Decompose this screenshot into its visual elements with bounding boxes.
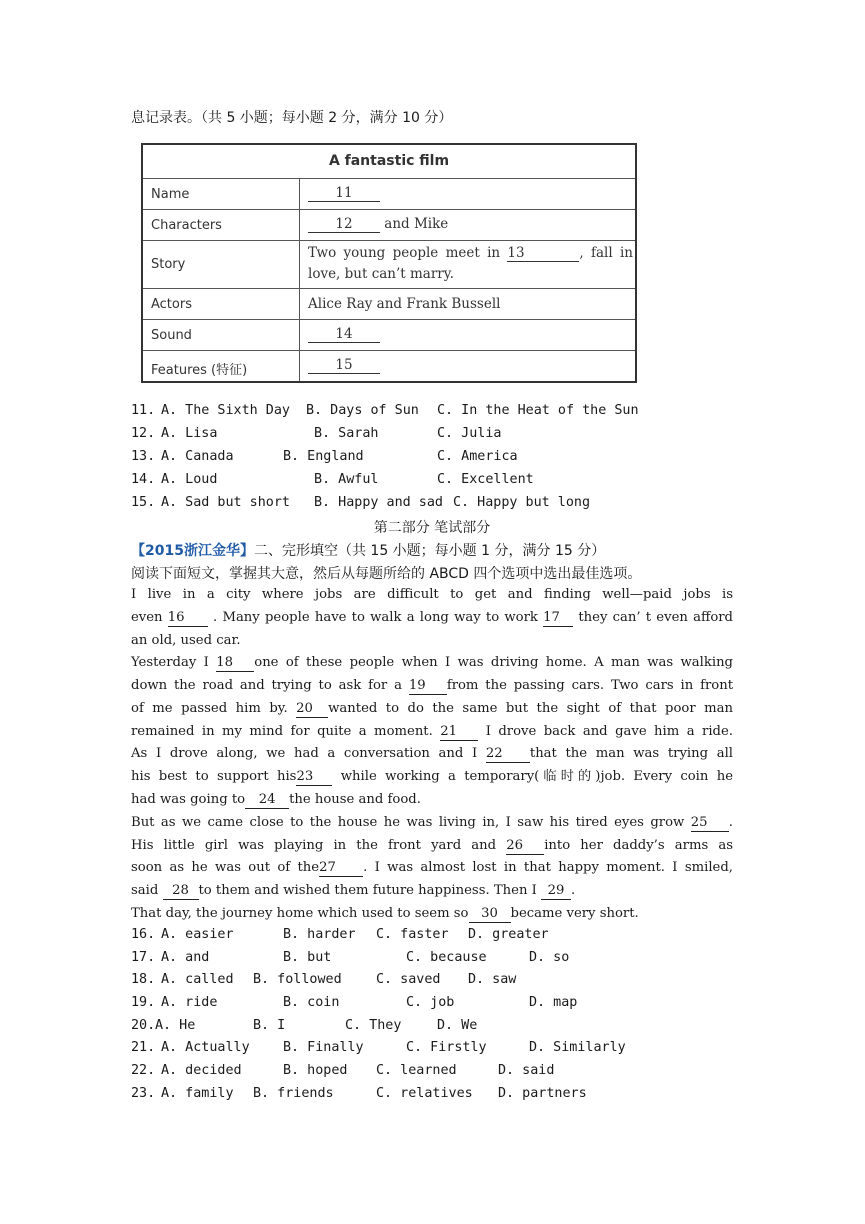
blank-19: 19	[409, 678, 447, 695]
table-row-sound	[143, 319, 635, 351]
blank-11: 11	[308, 185, 380, 202]
blank-21: 21	[440, 724, 478, 741]
passage-line: an old, used car.	[131, 633, 241, 648]
row-label: Name	[151, 187, 190, 202]
cloze-instruction: 阅读下面短文，掌握其大意，然后从每题所给的 ABCD 四个选项中选出最佳选项。	[131, 566, 642, 582]
section-intro: 息记录表。（共 5 小题；每小题 2 分，满分 10 分）	[131, 110, 453, 126]
passage-line: soon as he was out of the27 . I was almost lost in that happy moment. I smiled,	[131, 860, 733, 875]
list-item: 20. A. He B. I C. They D. We	[131, 1017, 478, 1033]
table-row-story	[143, 240, 635, 289]
row-value-text: Alice Ray and Frank Bussell	[308, 296, 501, 312]
blank-20: 20	[296, 701, 328, 718]
passage-line: had was going to 24 the house and food.	[131, 792, 421, 807]
list-item: 11. A. The Sixth Day B. Days of Sun C. In the Heat of the Sun	[131, 403, 639, 418]
blank-24: 24	[245, 792, 289, 809]
film-info-table	[141, 143, 637, 383]
passage-line: I live in a city where jobs are difficult to get and finding well—paid jobs is	[131, 587, 733, 602]
source-tag: 【2015浙江金华】	[131, 543, 254, 559]
passage-line: That day, the journey home which used to seem so 30 became very short.	[131, 906, 639, 921]
passage-line: down the road and trying to ask for a 19 from the passing cars. Two cars in front	[131, 678, 733, 693]
listening-options	[131, 403, 639, 518]
blank-23: 23	[296, 769, 332, 786]
row-label: Story	[151, 257, 186, 272]
passage-line: even 16 . Many people have to walk a long way to work 17 they can’ t even afford	[131, 610, 733, 625]
row-value-text: , fall in	[579, 245, 633, 261]
passage-line: Yesterday I 18 one of these people when I was driving home. A man was walking	[131, 655, 733, 670]
passage-line: said 28 to them and wished them future happiness. Then I 29 .	[131, 883, 576, 898]
row-label: Sound	[151, 328, 192, 343]
list-item: 16. A. easier B. harder C. faster D. greater	[131, 927, 549, 942]
table-row-characters	[143, 209, 635, 241]
blank-16: 16	[168, 610, 208, 627]
list-item: 17. A. and B. but C. because D. so	[131, 949, 570, 965]
blank-22: 22	[486, 746, 530, 763]
blank-12: 12	[308, 216, 380, 233]
passage-line: His little girl was playing in the front yard and 26 into her daddy’s arms as	[131, 838, 733, 853]
table-title: A fantastic film	[328, 153, 450, 169]
list-item: 22. A. decided B. hoped C. learned D. said	[131, 1063, 555, 1079]
blank-30: 30	[469, 906, 511, 923]
list-item: 13. A. Canada B. England C. America	[131, 449, 518, 464]
blank-14: 14	[308, 326, 380, 343]
cloze-options	[131, 927, 691, 1109]
blank-18: 18	[216, 655, 254, 672]
blank-15: 15	[308, 357, 380, 374]
table-row-name	[143, 178, 635, 210]
blank-25: 25	[691, 815, 729, 832]
blank-26: 26	[506, 838, 544, 855]
list-item: 23. A. family B. friends C. relatives D. partners	[131, 1085, 587, 1101]
list-item: 15. A. Sad but short B. Happy and sad C. Happy but long	[131, 495, 591, 510]
row-label: Actors	[151, 297, 192, 312]
row-label: Characters	[151, 218, 222, 233]
blank-29: 29	[541, 883, 571, 900]
row-value-text: and Mike	[384, 216, 449, 232]
passage-line: of me passed him by. 20 wanted to do the same but the sight of that poor man	[131, 701, 733, 716]
blank-28: 28	[163, 883, 199, 900]
blank-13: 13	[507, 245, 579, 262]
table-row-actors	[143, 288, 635, 320]
list-item: 12. A. Lisa B. Sarah C. Julia	[131, 426, 502, 441]
list-item: 18. A. called B. followed C. saved D. saw	[131, 972, 517, 988]
table-row-features	[143, 350, 635, 382]
cloze-heading	[131, 540, 605, 560]
blank-17: 17	[543, 610, 573, 627]
passage-line: As I drove along, we had a conversation and I 22 that the man was trying all	[131, 746, 734, 761]
passage-line: But as we came close to the house he was living in, I saw his tired eyes grow 25 .	[131, 815, 733, 830]
part2-heading: 第二部分 笔试部分	[373, 520, 491, 536]
passage-line: his best to support his23 while working a temporary(临时的)job. Every coin he	[131, 769, 733, 784]
list-item: 19. A. ride B. coin C. job D. map	[131, 995, 578, 1011]
row-value-text: Two young people meet in	[308, 245, 501, 261]
passage-line: remained in my mind for quite a moment. 21 I drove back and gave him a ride.	[131, 724, 733, 739]
blank-27: 27	[319, 860, 363, 877]
row-label: Features (特征)	[151, 363, 248, 378]
row-value-text: love, but can’t marry.	[308, 266, 454, 282]
cloze-title: 二、完形填空（共 15 小题；每小题 1 分，满分 15 分）	[253, 543, 606, 559]
list-item: 14. A. Loud B. Awful C. Excellent	[131, 472, 534, 487]
list-item: 21. A. Actually B. Finally C. Firstly D. Similarly	[131, 1040, 626, 1056]
